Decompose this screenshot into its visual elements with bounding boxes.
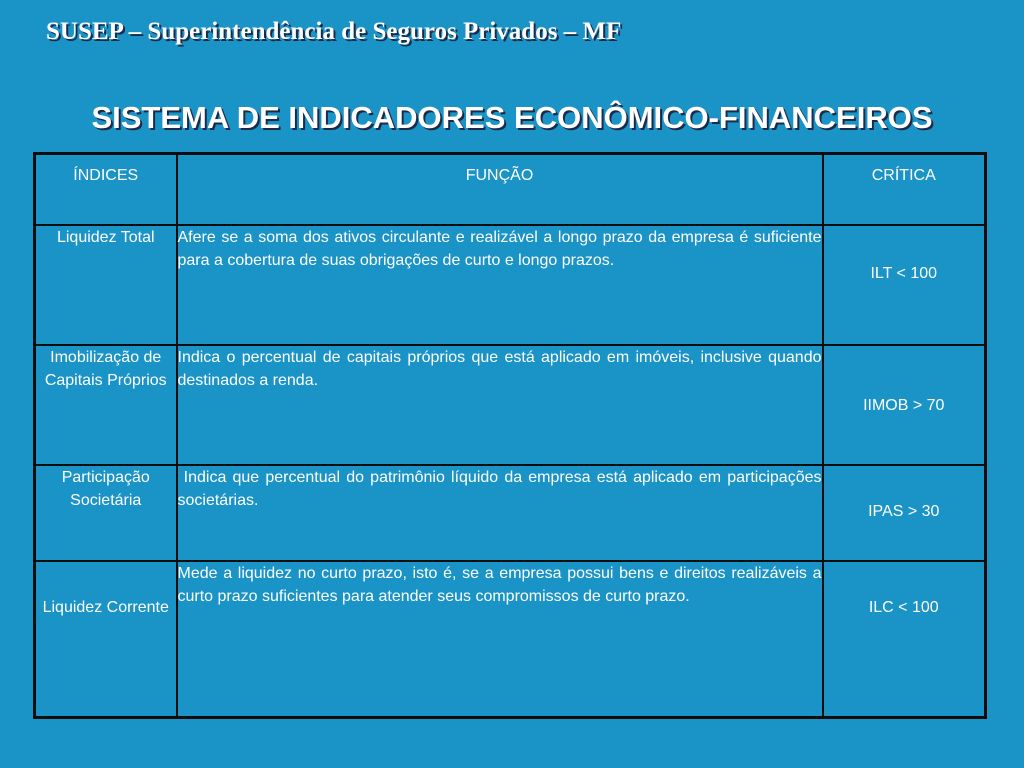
header-title: SUSEP – Superintendência de Seguros Privados – MF — [46, 18, 622, 45]
critica-cell: IIMOB > 70 — [823, 345, 986, 465]
indice-cell: Liquidez Total — [35, 225, 177, 345]
page-title: SISTEMA DE INDICADORES ECONÔMICO-FINANCEIROS — [91, 100, 933, 135]
table-row — [35, 465, 986, 561]
table-row — [35, 561, 986, 717]
column-header-critica: CRÍTICA — [823, 154, 986, 226]
funcao-cell: Afere se a soma dos ativos circulante e realizável a longo prazo da empresa é suficiente para a cobertura de suas obrigações de curto e longo prazos. — [177, 225, 823, 345]
indice-cell: Imobilização de Capitais Próprios — [35, 345, 177, 465]
critica-cell: IPAS > 30 — [823, 465, 986, 561]
indicators-table — [33, 152, 987, 719]
funcao-cell: Indica que percentual do patrimônio líquido da empresa está aplicado em participações societárias. — [177, 465, 823, 561]
indice-cell: Liquidez Corrente — [35, 561, 177, 717]
critica-cell: ILC < 100 — [823, 561, 986, 717]
table-header-row — [35, 154, 986, 226]
table-row — [35, 225, 986, 345]
column-header-funcao: FUNÇÃO — [177, 154, 823, 226]
funcao-cell: Mede a liquidez no curto prazo, isto é, se a empresa possui bens e direitos realizáveis a curto prazo suficientes para atender seus compromissos de curto prazo. — [177, 561, 823, 717]
table-row — [35, 345, 986, 465]
column-header-indices: ÍNDICES — [35, 154, 177, 226]
indice-cell: Participação Societária — [35, 465, 177, 561]
critica-cell: ILT < 100 — [823, 225, 986, 345]
funcao-cell: Indica o percentual de capitais próprios que está aplicado em imóveis, inclusive quando destinados a renda. — [177, 345, 823, 465]
